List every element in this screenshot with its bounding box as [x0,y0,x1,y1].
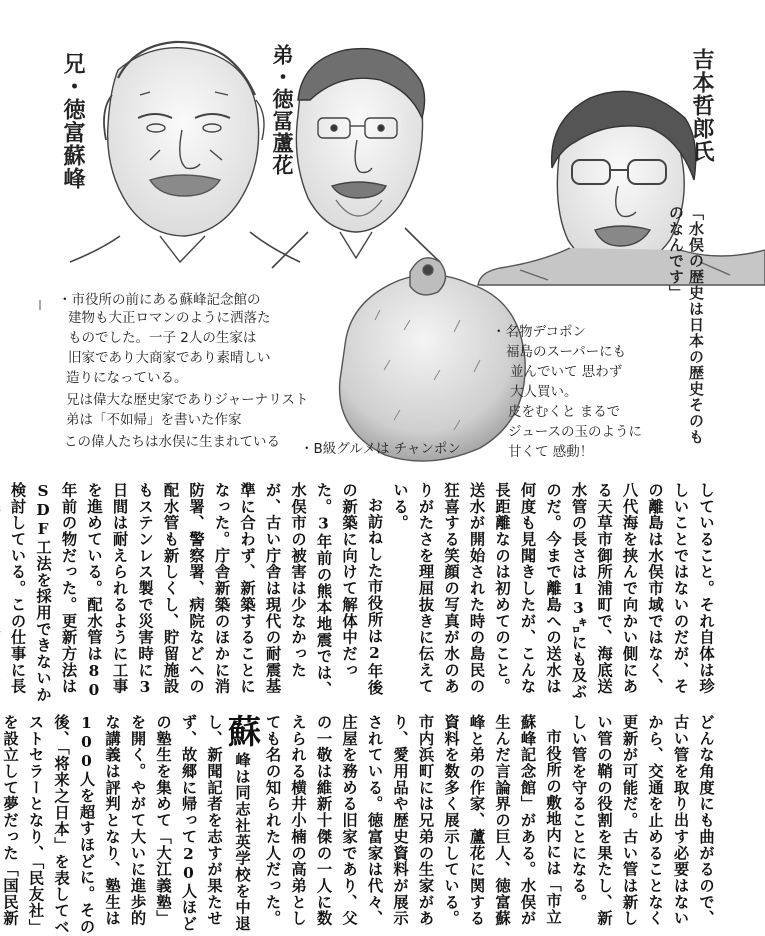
label-yoshimoto: 吉本哲郎氏 [689,48,714,163]
note-line: 兄は偉大な歴史家でありジャーナリスト [66,392,309,408]
article-paragraph: どんな角度にも曲がるので、古い管を取り出す必要はないから、交通を止めることなく更新が可能だ。古い管は新しい管の鞘の役割を果たし、新しい管を守ることになる。 [569,714,715,927]
note-line: 建物も大正ロマンのように洒落た [68,310,271,326]
portrait-roka [272,49,440,268]
portrait-soho [70,42,300,262]
article-paragraph-text: 峰は同志社英学校を中退し、新聞記者を志すが果たせず、故郷に帰って20人ほどの塾生を集めて「大江義塾」を開く。やがて大いに進歩的な講義は評判となり、塾生は100人を超すほどに。その後、「将来之日本」を表してベストセラーとなり、「民友社」を設立して夢だった「国民新 [1,714,251,936]
note-line: 並んでいて 思わず [510,364,623,380]
note-line: 大人買い。 [510,384,578,400]
article-paragraph: 市役所の敷地内には「市立蘇峰記念館」がある。水俣が生んだ言論界の巨人、徳富蘇峰と弟の作家、蘆花に関する資料を数多く展示している。市内浜町には兄弟の生家があり、愛用品や歴史資料が展示されている。徳富家は代々、庄屋を務める旧家であり、父の一敬は維新十傑の一人に数えられる横井小楠の高弟としても名の知られた人だった。 [263,714,562,927]
portrait-yoshimoto [478,91,765,285]
note-line: ジュースの玉のように [508,424,643,440]
label-tokutomi-soho: 兄・徳富蘇峰 [60,52,85,190]
note-line: ものでした。一子 2人の生家は [68,330,257,346]
label-tokutomi-roka: 弟・徳冨蘆花 [270,44,294,176]
article-paragraph: していること。それ自体は珍しいことではないのだが、その離島は水俣市域ではなく、八代海を挟んで向かい側にある天草市御所浦町で、海底送水管の長さは13㌔にも及ぶのだ。今まで離島への送水は何度も見聞きしたが、こんな長距離なのは初めてのこと。送水が開始された時の島民の狂喜する笑顔の写真が水のありがたさを理屈抜きに伝えている。 [391,482,715,700]
drop-initial: 蘇 [223,714,262,749]
note-line: 旧家であり大商家であり素晴しい [68,350,271,366]
note-line: 弟は「不如帰」を書いた作家 [66,412,242,428]
note-line: ・名物デコポン [492,324,586,340]
note-b-grade-gourmet: ・B級グルメは チャンポン [300,441,461,457]
note-line: 福島のスーパーにも [506,344,627,360]
note-line: 甘くて 感動！ [508,444,594,460]
note-line: 皮をむくと まるで [508,404,621,420]
note-line: この偉人たちは水俣に生まれている [64,434,280,450]
dekopon-fruit [340,258,526,461]
article-column-top [8,482,718,704]
note-line: ・市役所の前にある蘇峰記念館の [58,292,261,308]
note-line: 造りになっている。 [66,370,188,386]
quote-yoshimoto: 「水俣の歴史は日本の歴史そのものなんです」 [667,205,705,445]
article-column-bottom [1,714,718,936]
article-paragraph: お訪ねした市役所は2年後の新築に向けて解体中だった。3年前の熊本地震では、水俣市の被害は少なかったが、古い庁舎は現代の耐震基準に合わず、新築することになった。庁舎新築のほかに消防署、警察署、病院などへの配水管も新しくし、貯留施設もステンレス製で災害時に3日間は耐えられるように工事を進めている。配水管は80年前の物だった。更新方法はSDF工法を採用できないか検討している。この仕事に長 [8,482,384,703]
article-paragraph [0,714,262,936]
